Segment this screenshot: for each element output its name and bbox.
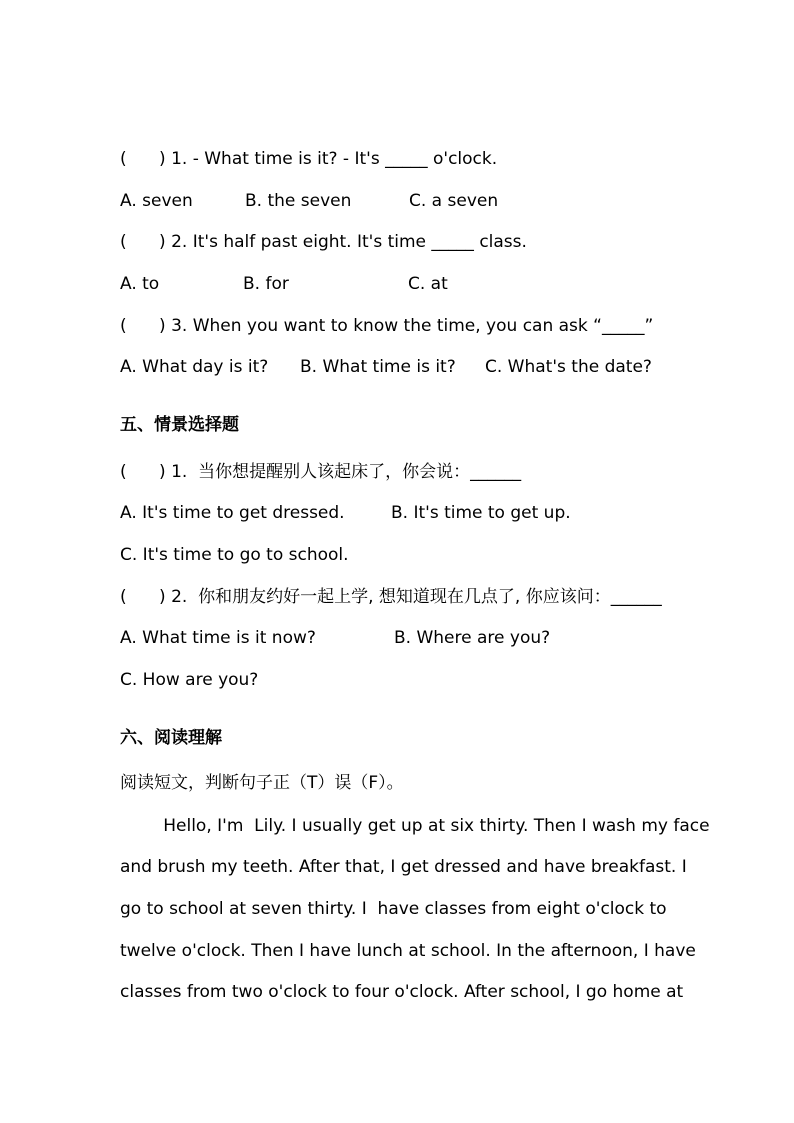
q3-option-b: B. What time is it? [300, 357, 456, 377]
q3-option-c: C. What's the date? [485, 357, 652, 377]
s1-option-a: A. It's time to get dressed. [120, 503, 345, 523]
q2-option-b: B. for [243, 274, 289, 294]
q2-option-a: A. to [120, 274, 160, 294]
q1-option-a: A. seven [120, 191, 193, 211]
reading-instruction: 阅读短文，判断句子正（T）误（F）。 [120, 773, 404, 793]
passage-line: Hello, I'm Lily. I usually get up at six thirty. Then I wash my face [120, 816, 710, 836]
q2-option-c: C. at [408, 274, 448, 294]
passage-line: twelve o'clock. Then I have lunch at school. In the afternoon, I have [120, 941, 696, 961]
scenario-question-2: ( ) 2. 你和朋友约好一起上学, 想知道现在几点了, 你应该问：______ [120, 587, 662, 607]
q3-option-a: A. What day is it? [120, 357, 269, 377]
scenario-question-1: ( ) 1. 当你想提醒别人该起床了，你会说：______ [120, 462, 522, 482]
section-6-title: 六、阅读理解 [120, 728, 222, 748]
s1-option-b: B. It's time to get up. [391, 503, 571, 523]
s1-option-c: C. It's time to go to school. [120, 545, 349, 565]
passage-line: go to school at seven thirty. I have classes from eight o'clock to [120, 899, 667, 919]
q1-option-c: C. a seven [409, 191, 499, 211]
section-5-title: 五、情景选择题 [120, 415, 239, 435]
passage-line: and brush my teeth. After that, I get dressed and have breakfast. I [120, 857, 687, 877]
question-3: ( ) 3. When you want to know the time, you can ask “_____” [120, 316, 654, 336]
question-2: ( ) 2. It's half past eight. It's time _____ class. [120, 232, 527, 252]
s2-option-c: C. How are you? [120, 670, 259, 690]
s2-option-b: B. Where are you? [394, 628, 551, 648]
q1-option-b: B. the seven [245, 191, 352, 211]
s2-option-a: A. What time is it now? [120, 628, 316, 648]
question-1: ( ) 1. - What time is it? - It's _____ o'clock. [120, 149, 498, 169]
passage-line: classes from two o'clock to four o'clock. After school, I go home at [120, 982, 684, 1002]
